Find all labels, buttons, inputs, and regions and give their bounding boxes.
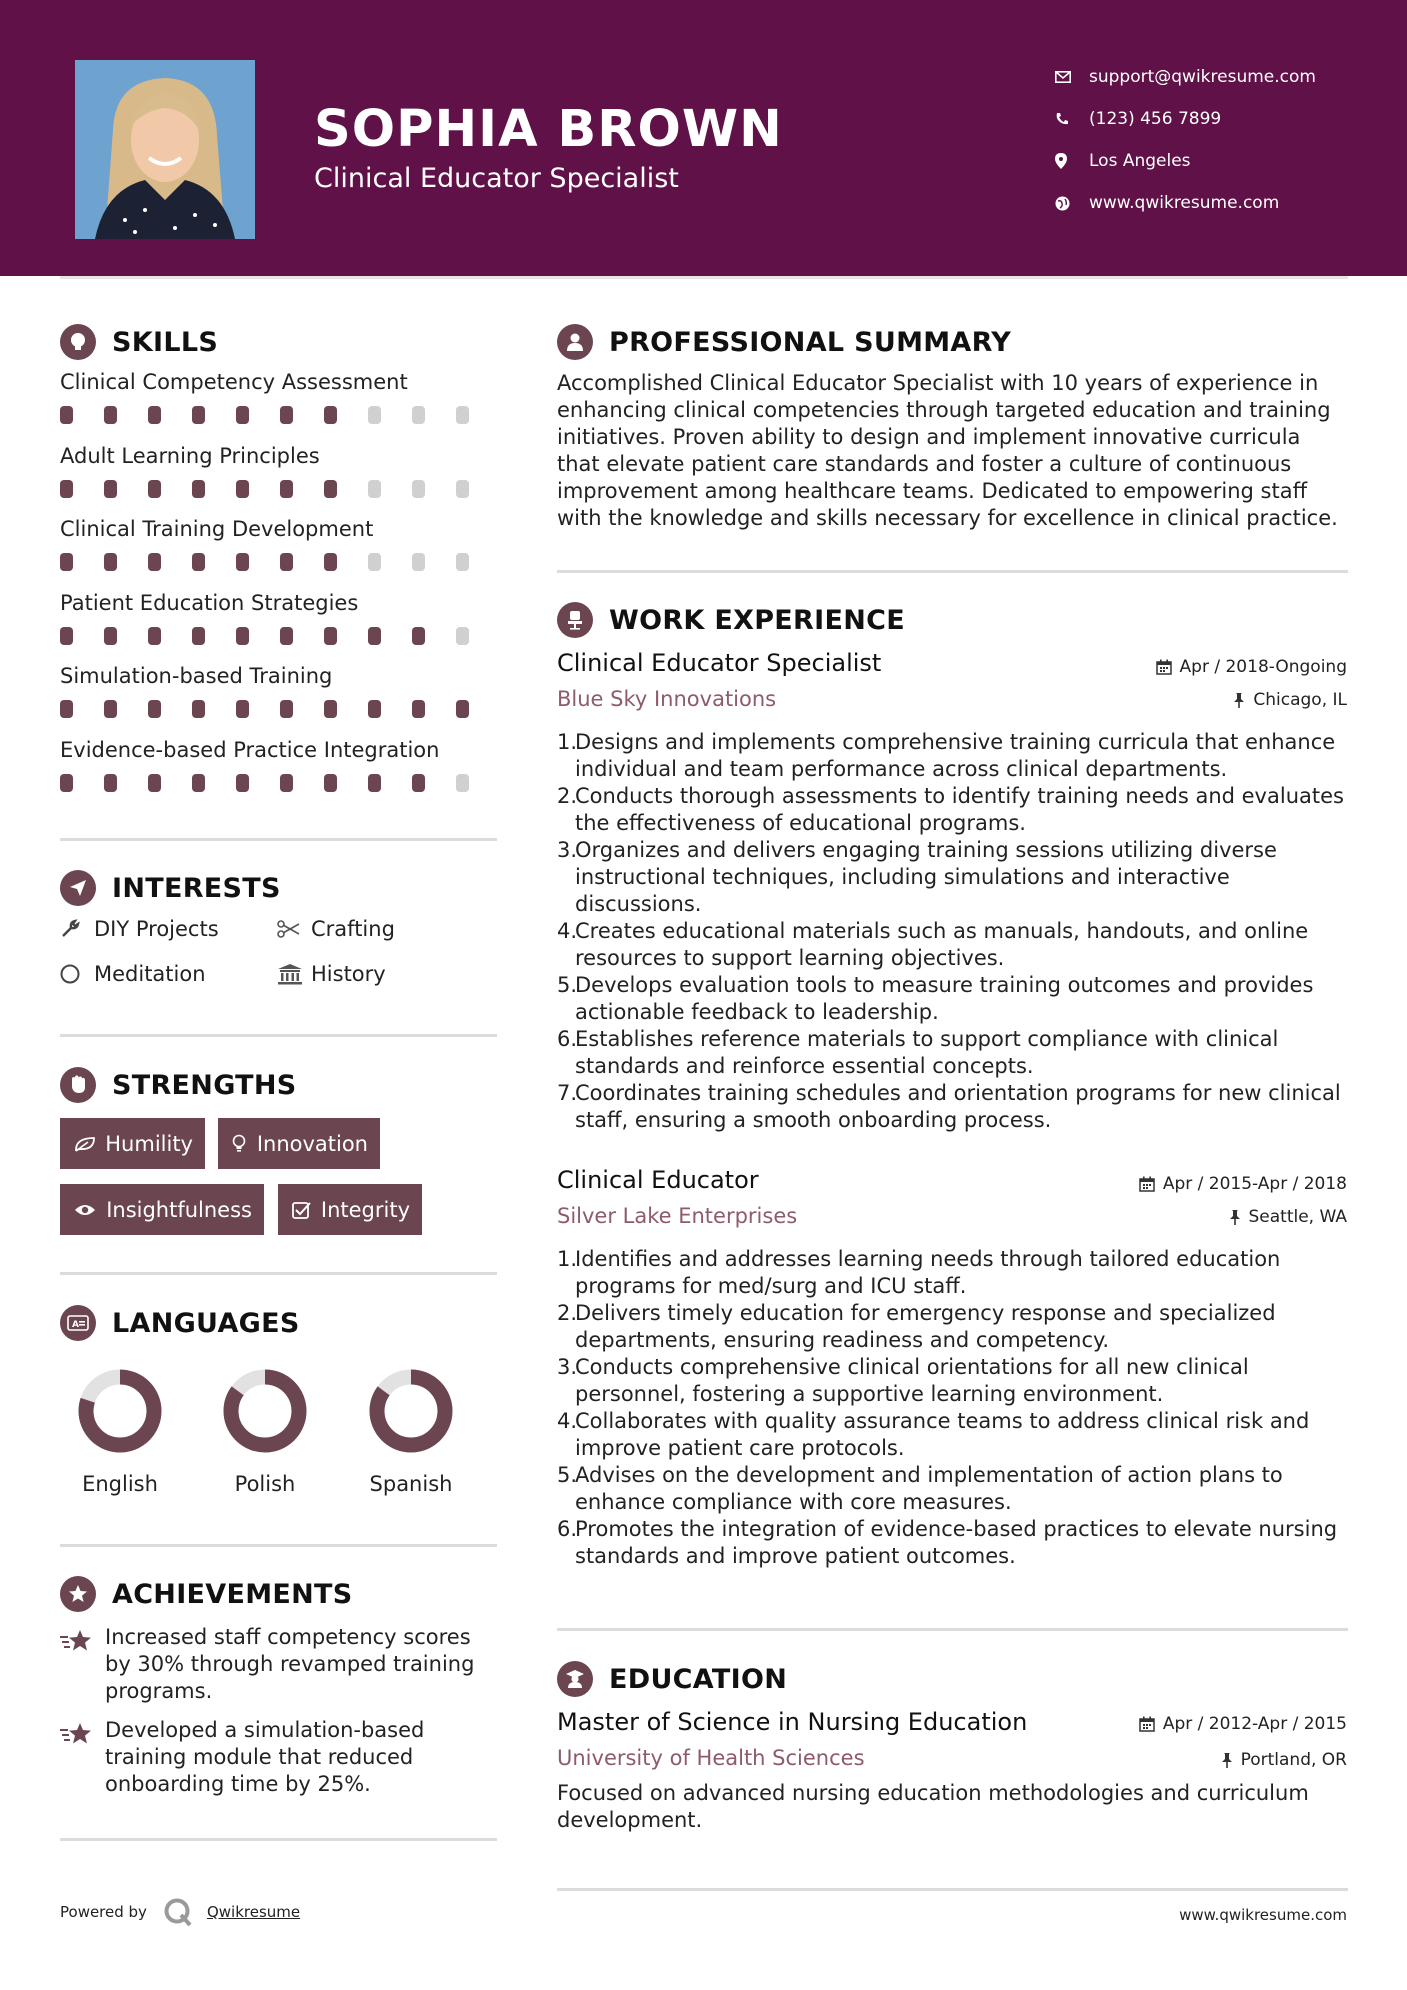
skill-dot-empty <box>456 627 469 645</box>
skill-dot-filled <box>60 700 73 718</box>
checkbox-icon <box>292 1201 321 1219</box>
job-bullet <box>557 1408 1347 1462</box>
job-company: Silver Lake Enterprises <box>557 1204 798 1228</box>
skill-dot-filled <box>148 553 161 571</box>
education-dates: Apr / 2012-Apr / 2015 <box>1139 1714 1347 1734</box>
skill-dot-filled <box>324 480 337 498</box>
bullet-number: 4. <box>557 1409 578 1433</box>
bullet-text: Designs and implements comprehensive training curricula that enhance individual and team performance across clinical departments. <box>575 730 1336 781</box>
job-bullet <box>557 837 1347 918</box>
contact-text: (123) 456 7899 <box>1089 109 1222 129</box>
job-bullets <box>557 1246 1347 1570</box>
bullet-text: Advises on the development and implementation of action plans to enhance compliance with core measures. <box>575 1463 1283 1514</box>
skill-dot-filled <box>236 627 249 645</box>
skills-heading: SKILLS <box>60 324 218 360</box>
skill-dot-filled <box>148 627 161 645</box>
job-title: Clinical Educator Specialist <box>557 649 882 677</box>
skill-name: Clinical Competency Assessment <box>60 370 408 394</box>
bullet-text: Promotes the integration of evidence-based practices to elevate nursing standards and improve patient outcomes. <box>575 1517 1338 1568</box>
strength-tag: Humility <box>60 1118 205 1169</box>
bullet-number: 6. <box>557 1027 578 1051</box>
skill-dot-empty <box>412 406 425 424</box>
skill-dot-filled <box>60 480 73 498</box>
skill-item <box>60 444 500 498</box>
bullet-number: 1. <box>557 730 578 754</box>
user-icon <box>557 324 593 360</box>
bullet-text: Delivers timely education for emergency response and specialized departments, ensuring readiness and competency. <box>575 1301 1276 1352</box>
job-title: Clinical Educator <box>557 1166 759 1194</box>
resume-header <box>0 0 1407 276</box>
skill-dot-filled <box>280 406 293 424</box>
school-name: University of Health Sciences <box>557 1746 865 1770</box>
qwikresume-logo-icon <box>163 1897 193 1927</box>
bullet-number: 2. <box>557 1301 578 1325</box>
contact-email[interactable] <box>1055 56 1316 98</box>
skill-rating <box>60 406 500 424</box>
interest-item: Meditation <box>60 962 206 986</box>
fist-icon <box>60 1067 96 1103</box>
bullet-number: 2. <box>557 784 578 808</box>
skill-dot-filled <box>60 553 73 571</box>
section-divider <box>557 570 1348 573</box>
qwikresume-link[interactable]: Qwikresume <box>206 1903 301 1921</box>
graduate-icon <box>557 1661 593 1697</box>
skill-name: Clinical Training Development <box>60 517 374 541</box>
globe-icon <box>1055 196 1089 211</box>
bullet-number: 4. <box>557 919 578 943</box>
skill-name: Evidence-based Practice Integration <box>60 738 440 762</box>
section-divider <box>60 1838 497 1841</box>
wrench-icon <box>60 919 94 939</box>
interest-item: Crafting <box>277 917 395 941</box>
contact-website[interactable] <box>1055 182 1316 224</box>
skill-dot-filled <box>104 406 117 424</box>
bullet-number: 5. <box>557 1463 578 1487</box>
strength-tag: Integrity <box>278 1184 422 1235</box>
skill-dot-filled <box>368 700 381 718</box>
job-bullet <box>557 783 1347 837</box>
language-name: English <box>82 1472 158 1496</box>
skill-dot-empty <box>368 480 381 498</box>
skill-dot-filled <box>368 627 381 645</box>
skill-item <box>60 517 500 571</box>
skill-name: Patient Education Strategies <box>60 591 359 615</box>
bullet-number: 3. <box>557 838 578 862</box>
star-badge-icon <box>60 1576 96 1612</box>
skill-dot-filled <box>324 627 337 645</box>
skill-dot-filled <box>236 553 249 571</box>
skill-dot-filled <box>192 700 205 718</box>
bullet-text: Creates educational materials such as manuals, handouts, and online resources to support learning objectives. <box>575 919 1309 970</box>
skill-dot-filled <box>148 480 161 498</box>
contact-text: Los Angeles <box>1089 151 1191 171</box>
skill-item <box>60 370 500 424</box>
pushpin-icon <box>1221 1752 1233 1768</box>
interest-item: DIY Projects <box>60 917 219 941</box>
candidate-title: Clinical Educator Specialist <box>314 163 679 194</box>
skill-dot-filled <box>456 700 469 718</box>
contact-list <box>1055 56 1316 224</box>
bullet-text: Conducts comprehensive clinical orientations for all new clinical personnel, fostering a supportive learning environment. <box>575 1355 1249 1406</box>
skill-dot-empty <box>456 406 469 424</box>
skill-dot-empty <box>368 406 381 424</box>
skill-dot-empty <box>456 480 469 498</box>
job-bullet <box>557 1462 1347 1516</box>
candidate-name: SOPHIA BROWN <box>314 100 783 159</box>
skill-dot-filled <box>324 553 337 571</box>
skill-dot-filled <box>60 406 73 424</box>
job-bullet <box>557 918 1347 972</box>
skill-dot-filled <box>368 774 381 792</box>
bullet-text: Develops evaluation tools to measure training outcomes and provides actionable feedback to leadership. <box>575 973 1314 1024</box>
skill-dot-filled <box>280 480 293 498</box>
skill-dot-filled <box>236 774 249 792</box>
job-bullet <box>557 1080 1347 1134</box>
job-dates: Apr / 2015-Apr / 2018 <box>1139 1174 1347 1194</box>
skill-dot-filled <box>148 700 161 718</box>
language-item <box>336 1366 486 1496</box>
contact-text: support@qwikresume.com <box>1089 67 1316 87</box>
footer-website[interactable]: www.qwikresume.com <box>1179 1906 1347 1924</box>
skill-dot-filled <box>148 774 161 792</box>
skill-dot-filled <box>192 480 205 498</box>
summary-text: Accomplished Clinical Educator Specialist with 10 years of experience in enhancing clinical competencies through targeted education and training initiatives. Proven ability to design and implement innovative curricula that elevate patient care standards and foster a culture of continuous improvement among healthcare teams. Dedicated to empowering staff with the knowledge and skills necessary for excellence in clinical practice. <box>557 371 1338 530</box>
skill-dot-filled <box>280 627 293 645</box>
contact-text: www.qwikresume.com <box>1089 193 1280 213</box>
strength-tag: Insightfulness <box>60 1184 264 1235</box>
achievement-item: Increased staff competency scores by 30% through revamped training programs. <box>60 1624 500 1705</box>
bullet-number: 1. <box>557 1247 578 1271</box>
language-donut <box>220 1366 310 1456</box>
skill-dot-filled <box>104 627 117 645</box>
phone-icon <box>1055 112 1089 126</box>
section-divider <box>557 1628 1348 1631</box>
degree-title: Master of Science in Nursing Education <box>557 1708 1028 1736</box>
skill-dot-empty <box>456 774 469 792</box>
skill-dot-filled <box>104 700 117 718</box>
section-divider <box>60 1034 497 1037</box>
skill-rating <box>60 627 500 645</box>
job-company: Blue Sky Innovations <box>557 687 777 711</box>
section-divider <box>60 1272 497 1275</box>
skill-item <box>60 591 500 645</box>
skill-rating <box>60 553 500 571</box>
education-heading: EDUCATION <box>557 1661 787 1697</box>
skill-dot-empty <box>456 553 469 571</box>
language-name: Polish <box>234 1472 296 1496</box>
skill-dot-filled <box>324 700 337 718</box>
skill-item <box>60 664 500 718</box>
job-bullet <box>557 1516 1347 1570</box>
skill-dot-filled <box>192 627 205 645</box>
skill-rating <box>60 774 500 792</box>
calendar-icon <box>1139 1716 1155 1732</box>
interest-item: History <box>277 962 386 986</box>
skill-dot-empty <box>412 553 425 571</box>
job-location: Seattle, WA <box>1229 1207 1348 1227</box>
strength-tag: Innovation <box>218 1118 380 1169</box>
bullet-text: Identifies and addresses learning needs through tailored education programs for med/surg and ICU staff. <box>575 1247 1281 1298</box>
skill-dot-filled <box>236 700 249 718</box>
skill-dot-filled <box>148 406 161 424</box>
profile-photo <box>75 60 255 239</box>
briefcase-chair-icon <box>557 602 593 638</box>
bullet-number: 7. <box>557 1081 578 1105</box>
skill-dot-empty <box>368 553 381 571</box>
job-bullet <box>557 1246 1347 1300</box>
skill-dot-filled <box>60 627 73 645</box>
lightbulb-icon <box>232 1134 257 1154</box>
skill-dot-filled <box>280 774 293 792</box>
svg-text:A: A <box>72 1320 79 1330</box>
skill-name: Simulation-based Training <box>60 664 333 688</box>
language-donut <box>366 1366 456 1456</box>
bullet-text: Coordinates training schedules and orientation programs for new clinical staff, ensuring a smooth onboarding process. <box>575 1081 1341 1132</box>
achievement-item: Developed a simulation-based training module that reduced onboarding time by 25%. <box>60 1717 500 1798</box>
skill-dot-filled <box>412 627 425 645</box>
education-location: Portland, OR <box>1221 1750 1347 1770</box>
language-item <box>45 1366 195 1496</box>
museum-icon <box>277 963 311 985</box>
skill-dot-filled <box>324 774 337 792</box>
footer-powered-by: Powered by Qwikresume <box>60 1897 300 1927</box>
interests-heading: INTERESTS <box>60 870 281 906</box>
skill-dot-empty <box>412 480 425 498</box>
skill-dot-filled <box>104 480 117 498</box>
languages-heading: A LANGUAGES <box>60 1305 300 1341</box>
contact-phone[interactable] <box>1055 98 1316 140</box>
lightbulb-icon <box>60 324 96 360</box>
header-divider <box>60 276 1348 279</box>
bullet-text: Collaborates with quality assurance teams to address clinical risk and improve patient care protocols. <box>575 1409 1310 1460</box>
skill-dot-filled <box>236 406 249 424</box>
leaf-icon <box>74 1136 105 1152</box>
language-icon <box>60 1305 96 1341</box>
skill-dot-filled <box>192 774 205 792</box>
scissors-icon <box>277 920 311 938</box>
skill-name: Adult Learning Principles <box>60 444 320 468</box>
language-donut <box>75 1366 165 1456</box>
job-bullet <box>557 1354 1347 1408</box>
summary-heading: PROFESSIONAL SUMMARY <box>557 324 1011 360</box>
star-icon <box>60 1624 105 1705</box>
job-bullet <box>557 1300 1347 1354</box>
job-location: Chicago, IL <box>1233 690 1347 710</box>
contact-location <box>1055 140 1316 182</box>
bullet-text: Establishes reference materials to support compliance with clinical standards and reinforce essential concepts. <box>575 1027 1279 1078</box>
skill-dot-filled <box>280 700 293 718</box>
language-name: Spanish <box>369 1472 453 1496</box>
calendar-icon <box>1156 659 1172 675</box>
skill-dot-filled <box>104 774 117 792</box>
skill-item <box>60 738 500 792</box>
skill-dot-filled <box>60 774 73 792</box>
education-description: Focused on advanced nursing education methodologies and curriculum development. <box>557 1781 1309 1832</box>
skill-dot-filled <box>104 553 117 571</box>
envelope-icon <box>1055 71 1089 83</box>
skill-dot-filled <box>280 553 293 571</box>
skill-dot-filled <box>236 480 249 498</box>
skill-dot-filled <box>192 553 205 571</box>
skill-rating <box>60 700 500 718</box>
location-pin-icon <box>1055 153 1089 169</box>
job-bullet <box>557 1026 1347 1080</box>
paper-plane-icon <box>60 870 96 906</box>
experience-heading: WORK EXPERIENCE <box>557 602 905 638</box>
pushpin-icon <box>1233 692 1245 708</box>
strengths-heading: STRENGTHS <box>60 1067 297 1103</box>
star-icon <box>60 1717 105 1798</box>
circle-icon <box>60 964 94 984</box>
achievements-heading: ACHIEVEMENTS <box>60 1576 353 1612</box>
skill-rating <box>60 480 500 498</box>
eye-icon <box>74 1203 106 1217</box>
bullet-number: 3. <box>557 1355 578 1379</box>
skill-dot-filled <box>192 406 205 424</box>
skill-dot-filled <box>324 406 337 424</box>
job-bullet <box>557 972 1347 1026</box>
bullet-text: Organizes and delivers engaging training sessions utilizing diverse instructional techniques, including simulations and interactive discussions. <box>575 838 1277 916</box>
skill-dot-filled <box>412 700 425 718</box>
section-divider <box>60 838 497 841</box>
job-bullet <box>557 729 1347 783</box>
bullet-number: 6. <box>557 1517 578 1541</box>
pushpin-icon <box>1229 1209 1241 1225</box>
section-divider <box>60 1544 497 1547</box>
language-item <box>190 1366 340 1496</box>
bullet-number: 5. <box>557 973 578 997</box>
skill-dot-filled <box>412 774 425 792</box>
calendar-icon <box>1139 1176 1155 1192</box>
section-divider <box>557 1888 1348 1891</box>
job-bullets <box>557 729 1347 1134</box>
job-dates: Apr / 2018-Ongoing <box>1156 657 1347 677</box>
bullet-text: Conducts thorough assessments to identify training needs and evaluates the effectiveness of educational programs. <box>575 784 1344 835</box>
